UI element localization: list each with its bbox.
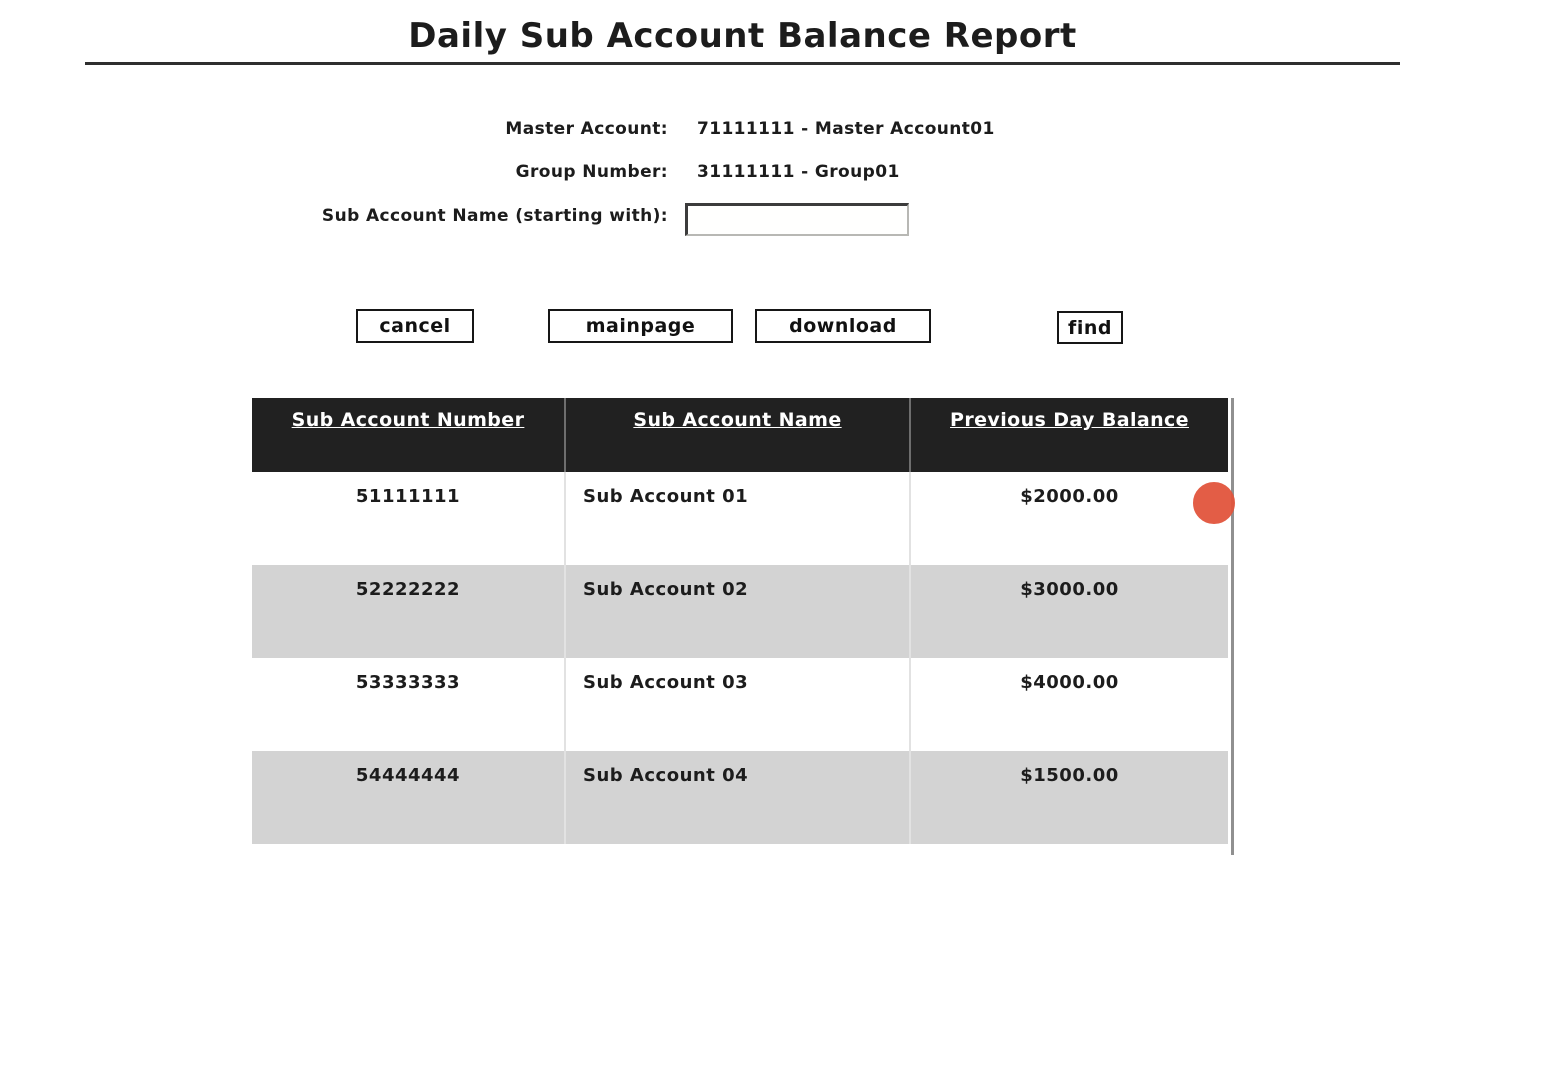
column-header-sub-account-number[interactable] (252, 398, 565, 472)
table-row (252, 751, 1228, 844)
sub-account-number-cell: 53333333 (252, 658, 565, 751)
previous-day-balance-cell: $1500.00 (910, 751, 1228, 844)
sub-account-number-cell: 51111111 (252, 472, 565, 565)
sub-account-name-input[interactable] (685, 203, 909, 236)
cancel-button[interactable]: cancel (356, 309, 474, 343)
sub-account-name-label: Sub Account Name (starting with): (321, 206, 668, 226)
table-header-row (252, 398, 1228, 472)
sub-account-name-cell: Sub Account 02 (565, 565, 910, 658)
master-account-value: 71111111 - Master Account01 (697, 119, 995, 139)
sub-account-number-cell: 54444444 (252, 751, 565, 844)
group-number-value: 31111111 - Group01 (697, 162, 900, 182)
column-header-link[interactable]: Previous Day Balance (950, 409, 1189, 431)
sub-account-name-cell: Sub Account 01 (565, 472, 910, 565)
column-header-link[interactable]: Sub Account Name (633, 409, 842, 431)
previous-day-balance-cell: $2000.00 (910, 472, 1228, 565)
download-button[interactable]: download (755, 309, 931, 343)
find-button[interactable]: find (1057, 311, 1123, 344)
table-row (252, 658, 1228, 751)
column-header-sub-account-name[interactable] (565, 398, 910, 472)
column-header-previous-day-balance[interactable] (910, 398, 1228, 472)
table-right-edge-line (1231, 398, 1234, 855)
sub-account-number-cell: 52222222 (252, 565, 565, 658)
page-title: Daily Sub Account Balance Report (408, 16, 1077, 56)
table-row (252, 565, 1228, 658)
previous-day-balance-cell: $3000.00 (910, 565, 1228, 658)
group-number-label: Group Number: (515, 162, 668, 182)
sub-account-name-cell: Sub Account 03 (565, 658, 910, 751)
column-header-link[interactable]: Sub Account Number (291, 409, 525, 431)
sub-account-name-cell: Sub Account 04 (565, 751, 910, 844)
table-row (252, 472, 1228, 565)
title-divider-rule (85, 62, 1400, 65)
mainpage-button[interactable]: mainpage (548, 309, 733, 343)
report-table (252, 398, 1228, 844)
master-account-label: Master Account: (505, 119, 668, 139)
previous-day-balance-cell: $4000.00 (910, 658, 1228, 751)
